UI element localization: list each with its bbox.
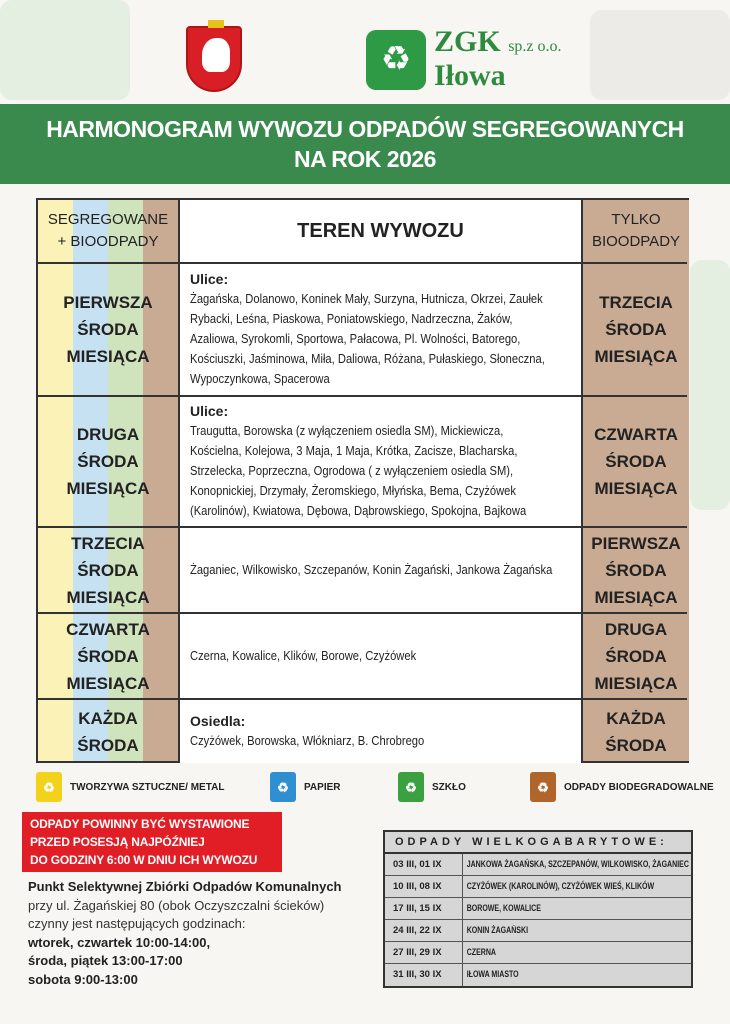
notice-box <box>22 812 282 872</box>
bulky-title: ODPADY WIELKOGABARYTOWE: <box>385 832 691 854</box>
pszok-hours: sobota 9:00-13:00 <box>28 971 138 987</box>
day-line: DRUGA <box>76 425 140 444</box>
area-cell <box>178 614 583 698</box>
area-line: Azaliowa, Syrokomli, Sportowa, Pałacowa, Pl. Wolności, Batorego, <box>190 331 521 346</box>
page-title <box>0 104 730 184</box>
segregated-day <box>38 264 178 395</box>
area-label: Ulice: <box>190 403 229 419</box>
bio-day <box>583 528 689 612</box>
legend-item <box>398 772 466 802</box>
area-label: Osiedla: <box>190 713 246 729</box>
legend-item <box>270 772 341 802</box>
table-row <box>38 264 687 397</box>
bio-day <box>583 700 689 763</box>
segregated-day <box>38 614 178 698</box>
legend-label: SZKŁO <box>432 781 466 793</box>
header-right <box>583 200 689 262</box>
area-line: (Karolinów), Kwiatowa, Dębowa, Dąbrowskiego, Spokojna, Bajkowa <box>190 503 527 518</box>
day-line: PIERWSZA <box>591 533 681 553</box>
day-line: ŚRODA <box>77 735 139 755</box>
day-line: MIESIĄCA <box>66 673 150 693</box>
table-row <box>38 397 687 528</box>
header-middle-text: TEREN WYWOZU <box>297 219 464 242</box>
day-line: MIESIĄCA <box>594 347 678 366</box>
legend-item <box>530 772 714 802</box>
bulky-waste-table <box>383 830 693 988</box>
header-middle <box>178 200 583 262</box>
segregated-day <box>38 528 178 612</box>
area-line: Strzelecka, Poprzeczna, Ogrodowa ( z wyłączeniem osiedla SM), <box>190 463 514 478</box>
bulky-places: CZYŻÓWEK (KAROLINÓW), CZYŻÓWEK WIEŚ, KLIKÓW <box>466 881 655 892</box>
area-line: Konopnickiej, Drzymały, Żeromskiego, Młyńska, Bema, Czyżówek <box>190 483 516 498</box>
pszok-text: czynny jest następujących godzinach: <box>28 916 246 931</box>
day-line: ŚRODA <box>605 560 667 580</box>
header-right-line: BIOODPADY <box>591 233 681 250</box>
table-row <box>38 528 687 614</box>
day-line: DRUGA <box>604 619 668 639</box>
segregated-day <box>38 700 178 763</box>
bulky-row <box>385 898 691 920</box>
day-line: MIESIĄCA <box>66 479 150 498</box>
recycle-logo-icon: ♻ <box>366 30 426 90</box>
header-left-line: + BIOODPADY <box>57 233 159 250</box>
area-line: Wypoczynkowa, Spacerowa <box>190 371 330 386</box>
bulky-row <box>385 920 691 942</box>
day-line: KAŻDA <box>606 708 666 728</box>
day-line: CZWARTA <box>66 619 150 639</box>
bio-day <box>583 264 689 395</box>
bulky-dates: 24 III, 22 IX <box>385 920 463 941</box>
bulky-dates: 27 III, 29 IX <box>385 942 463 963</box>
company-suffix: sp.z o.o. <box>508 38 562 55</box>
bulky-row <box>385 964 691 986</box>
pszok-hours: środa, piątek 13:00-17:00 <box>28 953 183 968</box>
bulky-places: IŁOWA MIASTO <box>466 969 519 980</box>
area-line: Żagańska, Dolanowo, Koninek Mały, Surzyna, Hutnicza, Okrzei, Zaułek <box>190 291 543 306</box>
header-right-line: TYLKO <box>611 211 661 228</box>
area-label: Ulice: <box>190 271 229 287</box>
day-line: CZWARTA <box>594 425 678 444</box>
day-line: ŚRODA <box>77 560 139 580</box>
background-decoration <box>0 0 130 100</box>
header-left-line: SEGREGOWANE <box>47 211 169 228</box>
recycle-bin-icon: ♻ <box>36 772 62 802</box>
day-line: ŚRODA <box>605 646 667 666</box>
bulky-places: JANKOWA ŻAGAŃSKA, SZCZEPANÓW, WILKOWISKO, ŻAGANIEC <box>466 859 689 870</box>
bio-day <box>583 614 689 698</box>
day-line: ŚRODA <box>605 320 667 339</box>
day-line: MIESIĄCA <box>594 479 678 498</box>
notice-line: ODPADY POWINNY BYĆ WYSTAWIONE <box>30 817 250 831</box>
area-cell <box>178 264 583 395</box>
header-left <box>38 200 178 262</box>
day-line: ŚRODA <box>77 646 139 666</box>
day-line: PIERWSZA <box>63 293 153 312</box>
table-row <box>38 614 687 700</box>
table-header <box>38 200 687 264</box>
legend-label: PAPIER <box>304 781 341 793</box>
area-cell <box>178 397 583 526</box>
bulky-dates: 31 III, 30 IX <box>385 964 463 986</box>
pszok-address: przy ul. Żagańskiej 80 (obok Oczyszczalni ścieków) <box>28 897 325 913</box>
title-line: HARMONOGRAM WYWOZU ODPADÓW SEGREGOWANYCH <box>46 116 684 142</box>
day-line: ŚRODA <box>605 735 667 755</box>
recycle-bin-icon: ♻ <box>398 772 424 802</box>
notice-line: DO GODZINY 6:00 W DNIU ICH WYWOZU <box>30 853 258 867</box>
legend-label: ODPADY BIODEGRADOWALNE <box>564 781 714 793</box>
area-line: Żaganiec, Wilkowisko, Szczepanów, Konin Żagański, Jankowa Żagańska <box>190 562 553 577</box>
area-cell <box>178 528 583 612</box>
bio-day <box>583 397 689 526</box>
area-line: Kościelna, Kolejowa, 3 Maja, 1 Maja, Krótka, Zacisze, Blacharska, <box>190 443 518 458</box>
bulky-row <box>385 876 691 898</box>
bulky-row <box>385 854 691 876</box>
bulky-places: BOROWE, KOWALICE <box>466 903 541 914</box>
day-line: MIESIĄCA <box>66 347 150 366</box>
bulky-places: CZERNA <box>466 947 496 958</box>
bulky-row <box>385 942 691 964</box>
day-line: TRZECIA <box>599 293 673 312</box>
title-line: NA ROK 2026 <box>294 146 436 172</box>
day-line: ŚRODA <box>605 452 667 471</box>
area-line: Czyżówek, Borowska, Włókniarz, B. Chrobrego <box>190 733 425 748</box>
background-decoration <box>690 260 730 510</box>
day-line: TRZECIA <box>71 533 145 553</box>
bulky-dates: 03 III, 01 IX <box>385 854 463 875</box>
day-line: KAŻDA <box>78 708 138 728</box>
pszok-info <box>28 878 376 989</box>
pszok-title: Punkt Selektywnej Zbiórki Odpadów Komunalnych <box>28 879 342 894</box>
bulky-places: KONIN ŻAGAŃSKI <box>466 925 529 936</box>
area-cell <box>178 700 583 763</box>
day-line: ŚRODA <box>77 320 139 339</box>
area-line: Czerna, Kowalice, Klików, Borowe, Czyżówek <box>190 648 417 663</box>
background-decoration <box>590 10 730 100</box>
day-line: MIESIĄCA <box>594 673 678 693</box>
table-row <box>38 700 687 763</box>
day-line: MIESIĄCA <box>594 587 678 607</box>
bulky-dates: 10 III, 08 IX <box>385 876 463 897</box>
recycle-bin-icon: ♻ <box>530 772 556 802</box>
pszok-hours: wtorek, czwartek 10:00-14:00, <box>28 934 211 950</box>
area-line: Traugutta, Borowska (z wyłączeniem osiedla SM), Mickiewicza, <box>190 423 504 438</box>
area-line: Rybacki, Leśna, Piaskowa, Poniatowskiego, Nadrzeczna, Żaków, <box>190 311 513 326</box>
notice-line: PRZED POSESJĄ NAJPÓŹNIEJ <box>30 835 205 849</box>
schedule-table <box>36 198 689 763</box>
segregated-day <box>38 397 178 526</box>
recycle-bin-icon: ♻ <box>270 772 296 802</box>
logo-text: ZGK <box>434 25 501 58</box>
legend-label: TWORZYWA SZTUCZNE/ METAL <box>70 781 225 793</box>
day-line: ŚRODA <box>77 452 139 471</box>
legend-item <box>36 772 224 802</box>
day-line: MIESIĄCA <box>66 587 150 607</box>
coat-of-arms-logo <box>186 26 242 92</box>
bulky-dates: 17 III, 15 IX <box>385 898 463 919</box>
company-name <box>434 26 562 63</box>
area-line: Kościuszki, Jaśminowa, Miła, Daliowa, Różana, Pułaskiego, Słoneczna, <box>190 351 545 366</box>
company-city: Iłowa <box>434 59 506 92</box>
